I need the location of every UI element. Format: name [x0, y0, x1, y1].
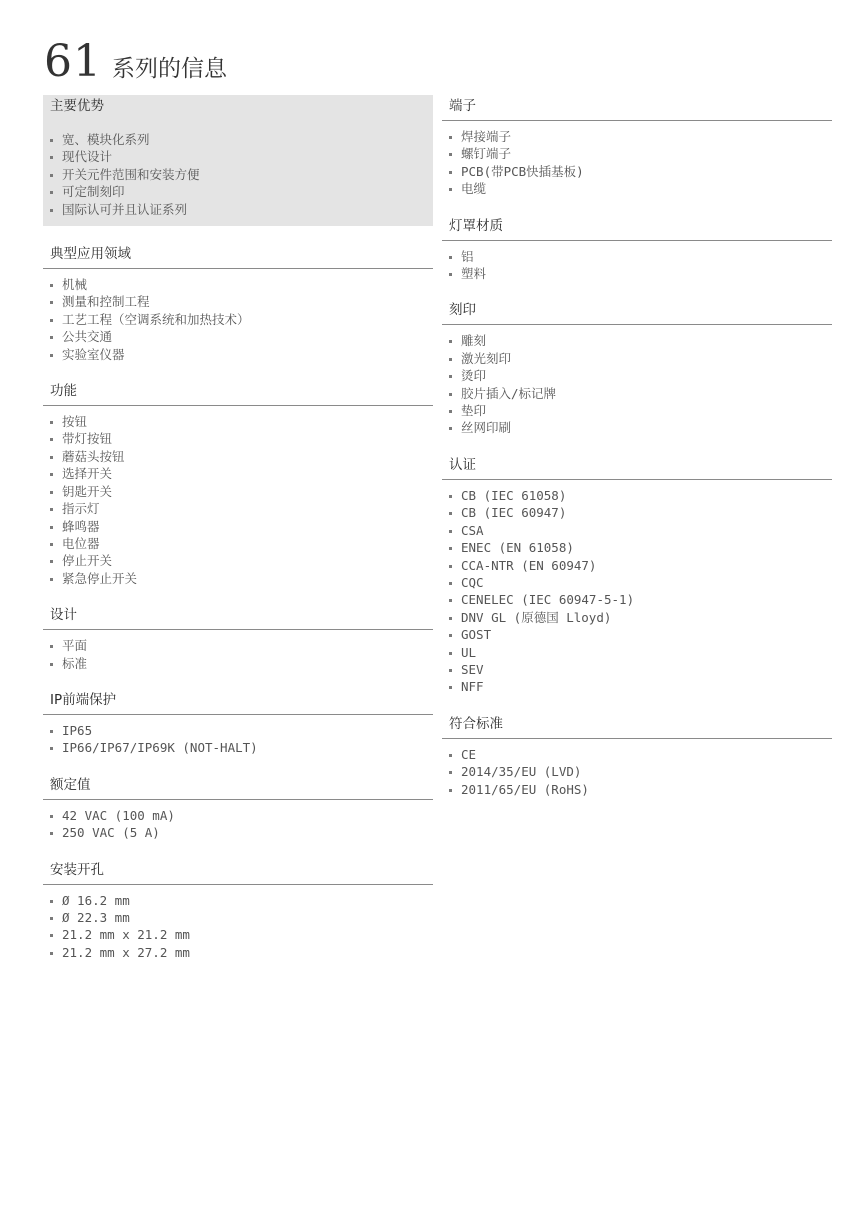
list-item: CQC: [448, 574, 832, 591]
list-item: CSA: [448, 522, 832, 539]
list-item: 2014/35/EU (LVD): [448, 763, 832, 780]
section-heading: IP前端保护: [43, 689, 433, 715]
bullet-list: [43, 413, 433, 587]
list-item: 指示灯: [49, 500, 433, 517]
section-ip-protection: [43, 689, 433, 757]
page-title-text: 系列的信息: [112, 56, 227, 82]
section-compliance: [442, 713, 832, 798]
section-heading: 符合标准: [442, 713, 832, 739]
section-bezel-material: [442, 215, 832, 283]
list-item: 蜂鸣器: [49, 518, 433, 535]
section-heading: 主要优势: [50, 98, 104, 114]
section-heading: 刻印: [442, 299, 832, 325]
bullet-list: [442, 746, 832, 798]
list-item: IP65: [49, 722, 433, 739]
bullet-list: [442, 332, 832, 436]
left-column: [43, 95, 433, 978]
list-item: 平面: [49, 637, 433, 654]
section-heading: 典型应用领域: [43, 243, 433, 269]
list-item: 公共交通: [49, 328, 433, 345]
list-item: 标准: [49, 655, 433, 672]
list-item: CENELEC (IEC 60947-5-1): [448, 591, 832, 608]
list-item: SEV: [448, 661, 832, 678]
list-item: 测量和控制工程: [49, 293, 433, 310]
list-item: GOST: [448, 626, 832, 643]
list-item: 可定制刻印: [49, 183, 433, 200]
list-item: DNV GL (原德国 Lloyd): [448, 609, 832, 626]
section-applications: [43, 243, 433, 363]
list-item: 按钮: [49, 413, 433, 430]
list-item: 国际认可并且认证系列: [49, 201, 433, 218]
bullet-list: [43, 131, 433, 218]
list-item: 钥匙开关: [49, 483, 433, 500]
list-item: 胶片插入/标记牌: [448, 385, 832, 402]
section-heading: 端子: [442, 95, 832, 121]
list-item: NFF: [448, 678, 832, 695]
section-design: [43, 604, 433, 672]
list-item: 实验室仪器: [49, 346, 433, 363]
section-heading: 额定值: [43, 774, 433, 800]
list-item: 机械: [49, 276, 433, 293]
list-item: 激光刻印: [448, 350, 832, 367]
list-item: 垫印: [448, 402, 832, 419]
list-item: 250 VAC (5 A): [49, 824, 433, 841]
list-item: CB (IEC 60947): [448, 504, 832, 521]
bullet-list: [43, 637, 433, 672]
list-item: Ø 22.3 mm: [49, 909, 433, 926]
list-item: 塑料: [448, 265, 832, 282]
list-item: PCB(带PCB快插基板): [448, 163, 832, 180]
section-heading: 安装开孔: [43, 859, 433, 885]
list-item: UL: [448, 644, 832, 661]
list-item: 宽、模块化系列: [49, 131, 433, 148]
list-item: 焊接端子: [448, 128, 832, 145]
bullet-list: [43, 276, 433, 363]
list-item: 铝: [448, 248, 832, 265]
bullet-list: [43, 807, 433, 842]
section-advantages: [43, 95, 433, 226]
list-item: 2011/65/EU (RoHS): [448, 781, 832, 798]
series-number: 61: [44, 36, 102, 87]
list-item: 紧急停止开关: [49, 570, 433, 587]
list-item: 开关元件范围和安装方便: [49, 166, 433, 183]
list-item: 停止开关: [49, 552, 433, 569]
right-column: [442, 95, 832, 815]
list-item: 工艺工程（空调系统和加热技术）: [49, 311, 433, 328]
list-item: 电缆: [448, 180, 832, 197]
list-item: 电位器: [49, 535, 433, 552]
list-item: 21.2 mm x 27.2 mm: [49, 944, 433, 961]
list-item: IP66/IP67/IP69K (NOT-HALT): [49, 739, 433, 756]
list-item: Ø 16.2 mm: [49, 892, 433, 909]
list-item: CE: [448, 746, 832, 763]
section-heading: 灯罩材质: [442, 215, 832, 241]
section-functions: [43, 380, 433, 587]
section-terminals: [442, 95, 832, 198]
list-item: 蘑菇头按钮: [49, 448, 433, 465]
list-item: ENEC (EN 61058): [448, 539, 832, 556]
bullet-list: [442, 248, 832, 283]
list-item: 21.2 mm x 21.2 mm: [49, 926, 433, 943]
section-marking: [442, 299, 832, 436]
section-ratings: [43, 774, 433, 842]
section-heading: 认证: [442, 454, 832, 480]
bullet-list: [442, 128, 832, 198]
list-item: CCA-NTR (EN 60947): [448, 557, 832, 574]
page-title: [44, 36, 227, 86]
list-item: 42 VAC (100 mA): [49, 807, 433, 824]
bullet-list: [43, 892, 433, 962]
section-certification: [442, 454, 832, 696]
section-heading: 设计: [43, 604, 433, 630]
list-item: CB (IEC 61058): [448, 487, 832, 504]
list-item: 烫印: [448, 367, 832, 384]
list-item: 选择开关: [49, 465, 433, 482]
list-item: 现代设计: [49, 148, 433, 165]
bullet-list: [442, 487, 832, 696]
bullet-list: [43, 722, 433, 757]
section-mounting-cutout: [43, 859, 433, 962]
list-item: 丝网印刷: [448, 419, 832, 436]
list-item: 螺钉端子: [448, 145, 832, 162]
section-heading: 功能: [43, 380, 433, 406]
list-item: 雕刻: [448, 332, 832, 349]
list-item: 带灯按钮: [49, 430, 433, 447]
